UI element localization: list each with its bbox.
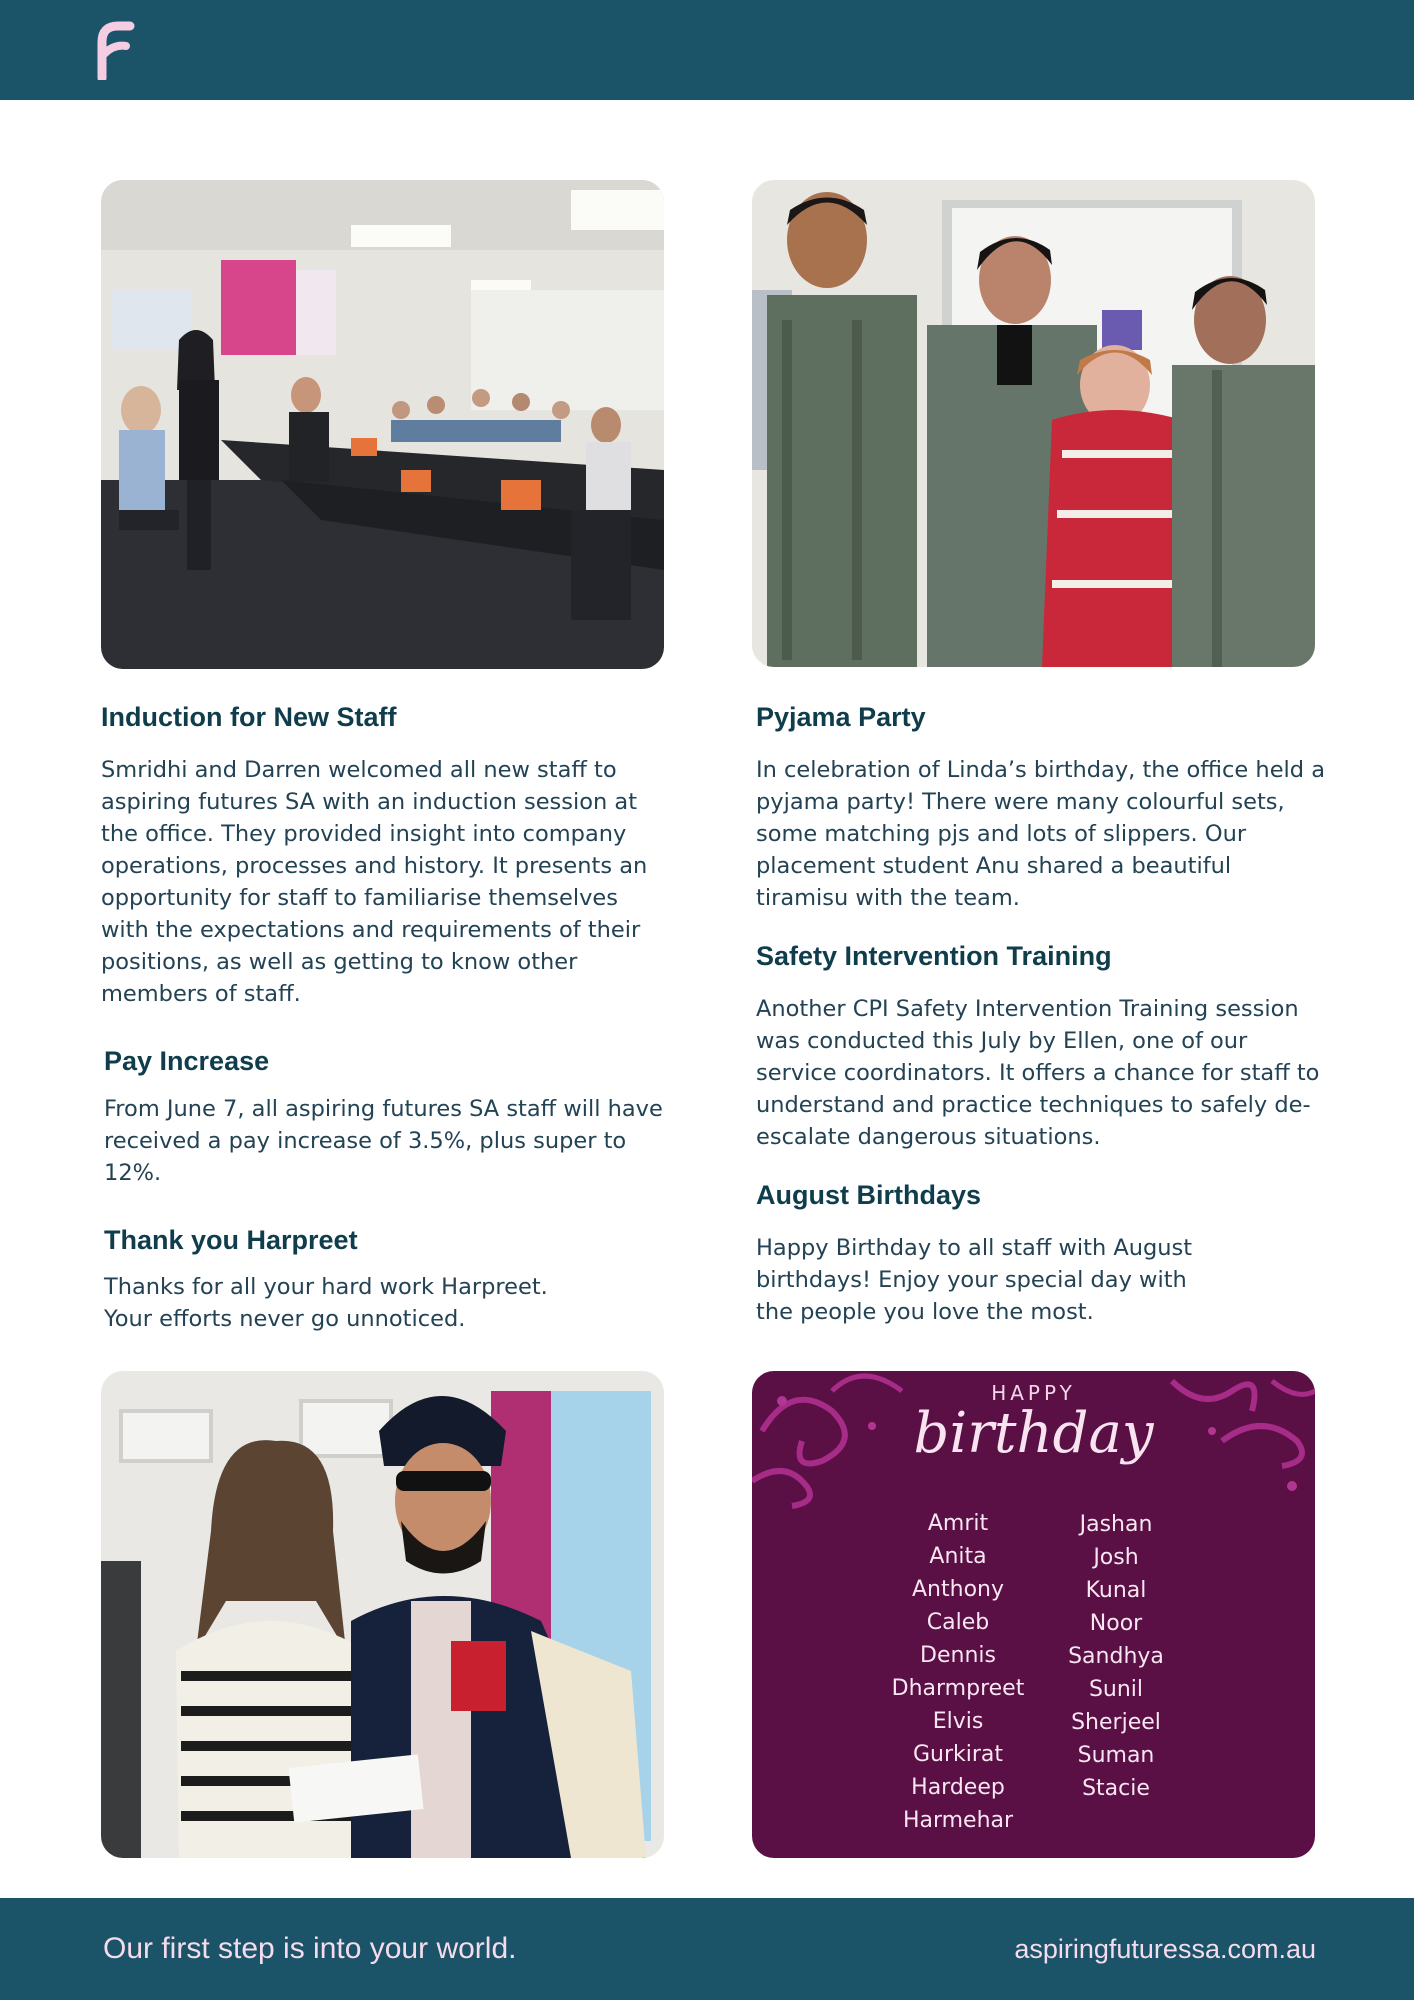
induction-heading: Induction for New Staff (101, 702, 397, 732)
birthday-name: Stacie (1082, 1776, 1150, 1801)
birthday-name: Caleb (926, 1610, 990, 1635)
birthday-card (752, 1371, 1315, 1858)
pyjama-party-heading: Pyjama Party (756, 702, 926, 732)
harpreet-photo (101, 1371, 664, 1858)
birthday-names-column-2 (1016, 1508, 1216, 1805)
august-line-3: the people you love the most. (756, 1299, 1094, 1325)
birthday-name: Dharmpreet (891, 1676, 1025, 1701)
birthday-name: Sunil (1088, 1677, 1144, 1702)
birthday-name: Hardeep (911, 1775, 1005, 1800)
safety-training-heading: Safety Intervention Training (756, 941, 1112, 971)
birthday-name: Sandhya (1068, 1644, 1164, 1669)
birthday-name: Anita (929, 1544, 987, 1569)
birthday-name: Harmehar (902, 1808, 1014, 1833)
stylized-f-logo-icon (96, 20, 136, 80)
birthday-name: Sherjeel (1071, 1710, 1161, 1735)
thank-you-harpreet-heading: Thank you Harpreet (104, 1225, 358, 1255)
august-line-2: birthdays! Enjoy your special day with (756, 1267, 1187, 1293)
birthday-name: Kunal (1085, 1578, 1147, 1603)
footer-tagline: Our first step is into your world. (103, 1932, 517, 1965)
birthday-name: Suman (1077, 1743, 1155, 1768)
pay-increase-heading: Pay Increase (104, 1046, 270, 1076)
harpreet-line-1: Thanks for all your hard work Harpreet. (104, 1274, 548, 1300)
pyjama-party-photo (752, 180, 1315, 667)
pyjama-party-paragraph: In celebration of Linda’s birthday, the office held a pyjama party! There were many colourful sets, some matching pjs and lots of slippers. Our placement student Anu shared a beautiful tiramisu with the team. (756, 757, 1326, 911)
safety-training-paragraph: Another CPI Safety Intervention Training session was conducted this July by Ellen, one of our service coordinators. It offers a chance for staff to understand and practice techniques to safely de-escalate dangerous situations. (756, 996, 1320, 1150)
pay-increase-paragraph: From June 7, all aspiring futures SA staff will have received a pay increase of 3.5%, plus super to 12%. (104, 1096, 663, 1186)
birthday-name: Gurkirat (912, 1742, 1004, 1767)
birthday-name: Elvis (932, 1709, 984, 1734)
birthday-script-text: birthday (913, 1401, 1154, 1466)
harpreet-line-2: Your efforts never go unnoticed. (104, 1306, 466, 1332)
birthday-name: Dennis (920, 1643, 996, 1668)
footer-website-link[interactable]: aspiringfuturessa.com.au (1014, 1934, 1316, 1964)
birthday-name: Noor (1089, 1611, 1143, 1636)
birthday-happy-text: HAPPY (991, 1381, 1076, 1405)
induction-photo (101, 180, 664, 669)
thank-you-harpreet-paragraph (104, 1271, 664, 1335)
header-bar (0, 0, 1414, 100)
birthday-name: Anthony (912, 1577, 1004, 1602)
birthday-name: Jashan (1079, 1512, 1153, 1537)
birthday-name: Amrit (927, 1511, 989, 1536)
induction-paragraph: Smridhi and Darren welcomed all new staff to aspiring futures SA with an induction session at the office. They provided insight into company operations, processes and history. It presents an opportunity for staff to familiarise themselves with the expectations and requirements of their positions, as well as getting to know other members of staff. (101, 757, 648, 1007)
august-birthdays-heading: August Birthdays (756, 1180, 982, 1210)
birthday-name: Josh (1093, 1545, 1139, 1570)
august-line-1: Happy Birthday to all staff with August (756, 1235, 1193, 1261)
august-birthdays-paragraph (756, 1232, 1216, 1328)
footer-bar (0, 1898, 1414, 2000)
